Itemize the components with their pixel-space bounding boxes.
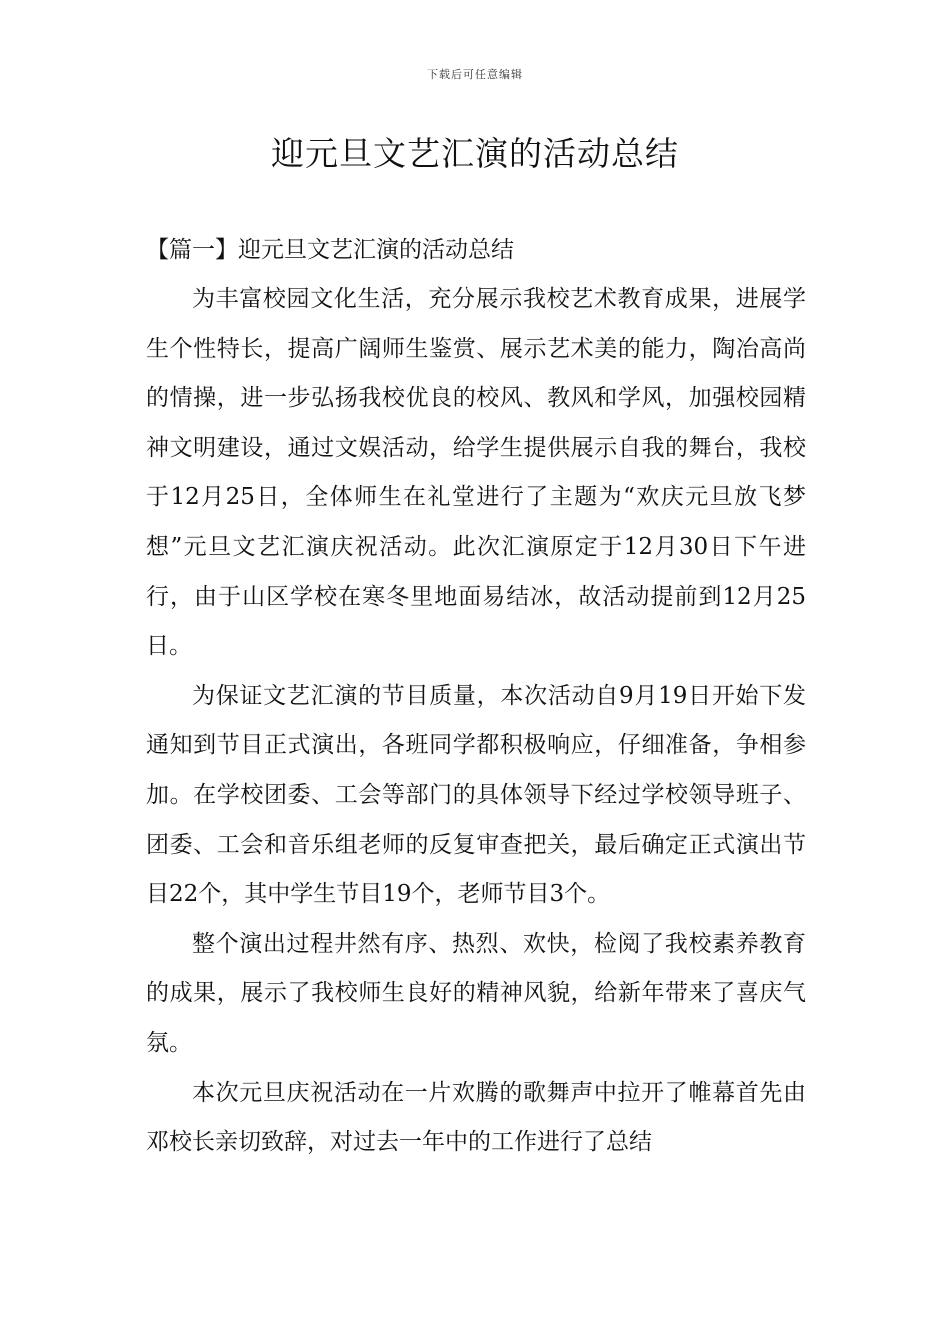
header-note: 下载后可任意编辑 [427,68,523,81]
document-body [146,226,806,1168]
section-heading: 【篇一】迎元旦文艺汇演的活动总结 [146,237,514,263]
paragraph-3: 整个演出过程井然有序、热烈、欢快，检阅了我校素养教育的成果，展示了我校师生良好的精神风貌，给新年带来了喜庆气氛。 [146,930,806,1056]
document-title: 迎元旦文艺汇演的活动总结 [271,134,679,173]
paragraph-4: 本次元旦庆祝活动在一片欢腾的歌舞声中拉开了帷幕首先由邓校长亲切致辞，对过去一年中的工作进行了总结 [146,1079,806,1156]
paragraph-1: 为丰富校园文化生活，充分展示我校艺术教育成果，进展学生个性特长，提高广阔师生鉴赏、展示艺术美的能力，陶冶高尚的情操，进一步弘扬我校优良的校风、教风和学风，加强校园精神文明建设，通过文娱活动，给学生提供展示自我的舞台，我校于12月25日，全体师生在礼堂进行了主题为“欢庆元旦放飞梦想”元旦文艺汇演庆祝活动。此次汇演原定于12月30日下午进行，由于山区学校在寒冬里地面易结冰，故活动提前到12月25日。 [146,286,806,660]
paragraph-2: 为保证文艺汇演的节目质量，本次活动自9月19日开始下发通知到节目正式演出，各班同学都积极响应，仔细准备，争相参加。在学校团委、工会等部门的具体领导下经过学校领导班子、团委、工会和音乐组老师的反复审查把关，最后确定正式演出节目22个，其中学生节目19个，老师节目3个。 [146,682,806,908]
